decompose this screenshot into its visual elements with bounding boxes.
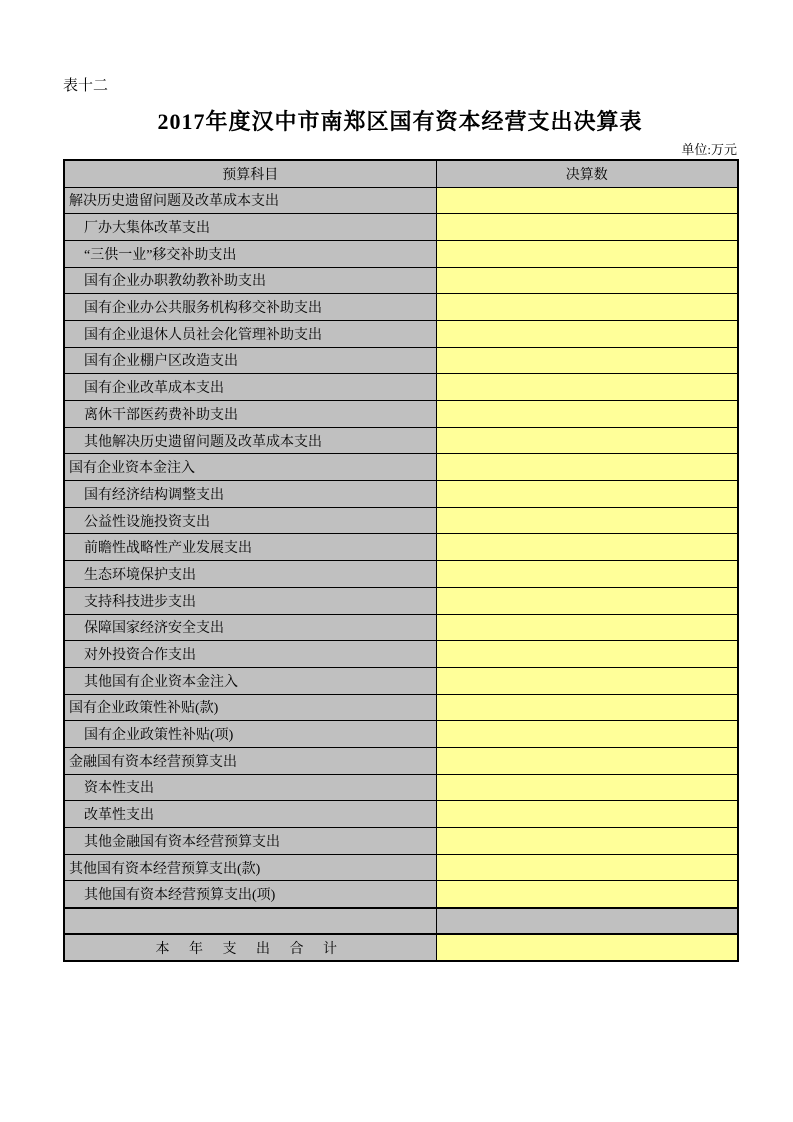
budget-subject-cell: [64, 908, 436, 935]
table-row: [64, 854, 738, 881]
budget-subject-cell: 对外投资合作支出: [64, 641, 436, 668]
final-account-value-cell: [436, 828, 738, 855]
table-row: [64, 347, 738, 374]
table-row: [64, 747, 738, 774]
column-header-final-amount: 决算数: [436, 160, 738, 187]
budget-subject-cell: 公益性设施投资支出: [64, 507, 436, 534]
table-row: [64, 534, 738, 561]
final-account-value-cell: [436, 641, 738, 668]
budget-subject-cell: “三供一业”移交补助支出: [64, 240, 436, 267]
table-row: [64, 801, 738, 828]
table-row: [64, 774, 738, 801]
document-page: [63, 78, 737, 962]
table-row: [64, 320, 738, 347]
budget-subject-cell: 其他国有企业资本金注入: [64, 667, 436, 694]
final-account-value-cell: [436, 854, 738, 881]
budget-subject-cell: 改革性支出: [64, 801, 436, 828]
budget-subject-cell: 其他解决历史遗留问题及改革成本支出: [64, 427, 436, 454]
final-account-value-cell: [436, 614, 738, 641]
budget-subject-cell: 国有企业办职教幼教补助支出: [64, 267, 436, 294]
unit-note: 单位:万元: [681, 142, 737, 157]
budget-subject-cell: 支持科技进步支出: [64, 587, 436, 614]
table-row: [64, 240, 738, 267]
final-account-value-cell: [436, 561, 738, 588]
final-account-value-cell: [436, 454, 738, 481]
budget-subject-cell: 国有企业资本金注入: [64, 454, 436, 481]
budget-subject-cell: 解决历史遗留问题及改革成本支出: [64, 187, 436, 214]
final-account-value-cell: [436, 240, 738, 267]
table-row: [64, 187, 738, 214]
table-row: [64, 214, 738, 241]
table-row: [64, 694, 738, 721]
total-value-cell: [436, 934, 738, 961]
table-row: [64, 401, 738, 428]
table-row: [64, 267, 738, 294]
budget-subject-cell: 其他国有资本经营预算支出(项): [64, 881, 436, 908]
total-label-cell: 本 年 支 出 合 计: [64, 934, 436, 961]
final-account-value-cell: [436, 694, 738, 721]
table-number-label: 表十二: [63, 78, 109, 94]
table-row: [64, 641, 738, 668]
expenditure-table: [63, 159, 739, 962]
final-account-value-cell: [436, 587, 738, 614]
budget-subject-cell: 生态环境保护支出: [64, 561, 436, 588]
budget-subject-cell: 国有经济结构调整支出: [64, 481, 436, 508]
budget-subject-cell: 国有企业办公共服务机构移交补助支出: [64, 294, 436, 321]
budget-subject-cell: 前瞻性战略性产业发展支出: [64, 534, 436, 561]
budget-subject-cell: 保障国家经济安全支出: [64, 614, 436, 641]
final-account-value-cell: [436, 214, 738, 241]
table-row: [64, 721, 738, 748]
final-account-value-cell: [436, 534, 738, 561]
table-row: [64, 374, 738, 401]
table-row: [64, 454, 738, 481]
table-row: [64, 294, 738, 321]
final-account-value-cell: [436, 881, 738, 908]
budget-subject-cell: 国有企业退休人员社会化管理补助支出: [64, 320, 436, 347]
budget-subject-cell: 国有企业棚户区改造支出: [64, 347, 436, 374]
table-body: [64, 187, 738, 961]
spacer-row: [64, 908, 738, 935]
total-row: [64, 934, 738, 961]
final-account-value-cell: [436, 667, 738, 694]
final-account-value-cell: [436, 774, 738, 801]
table-row: [64, 881, 738, 908]
budget-subject-cell: 其他金融国有资本经营预算支出: [64, 828, 436, 855]
final-account-value-cell: [436, 401, 738, 428]
table-row: [64, 587, 738, 614]
final-account-value-cell: [436, 427, 738, 454]
final-account-value-cell: [436, 294, 738, 321]
final-account-value-cell: [436, 320, 738, 347]
page-title: 2017年度汉中市南郑区国有资本经营支出决算表: [157, 109, 643, 134]
table-row: [64, 481, 738, 508]
table-row: [64, 427, 738, 454]
budget-subject-cell: 国有企业政策性补贴(款): [64, 694, 436, 721]
budget-subject-cell: 金融国有资本经营预算支出: [64, 747, 436, 774]
table-row: [64, 507, 738, 534]
table-row: [64, 561, 738, 588]
table-row: [64, 614, 738, 641]
table-header-row: [64, 160, 738, 187]
final-account-value-cell: [436, 721, 738, 748]
final-account-value-cell: [436, 187, 738, 214]
final-account-value-cell: [436, 267, 738, 294]
budget-subject-cell: 离休干部医药费补助支出: [64, 401, 436, 428]
final-account-value-cell: [436, 507, 738, 534]
budget-subject-cell: 其他国有资本经营预算支出(款): [64, 854, 436, 881]
budget-subject-cell: 资本性支出: [64, 774, 436, 801]
final-account-value-cell: [436, 908, 738, 935]
budget-subject-cell: 厂办大集体改革支出: [64, 214, 436, 241]
final-account-value-cell: [436, 347, 738, 374]
final-account-value-cell: [436, 374, 738, 401]
budget-subject-cell: 国有企业改革成本支出: [64, 374, 436, 401]
final-account-value-cell: [436, 481, 738, 508]
table-row: [64, 828, 738, 855]
column-header-budget-subject: 预算科目: [64, 160, 436, 187]
budget-subject-cell: 国有企业政策性补贴(项): [64, 721, 436, 748]
final-account-value-cell: [436, 747, 738, 774]
table-row: [64, 667, 738, 694]
final-account-value-cell: [436, 801, 738, 828]
